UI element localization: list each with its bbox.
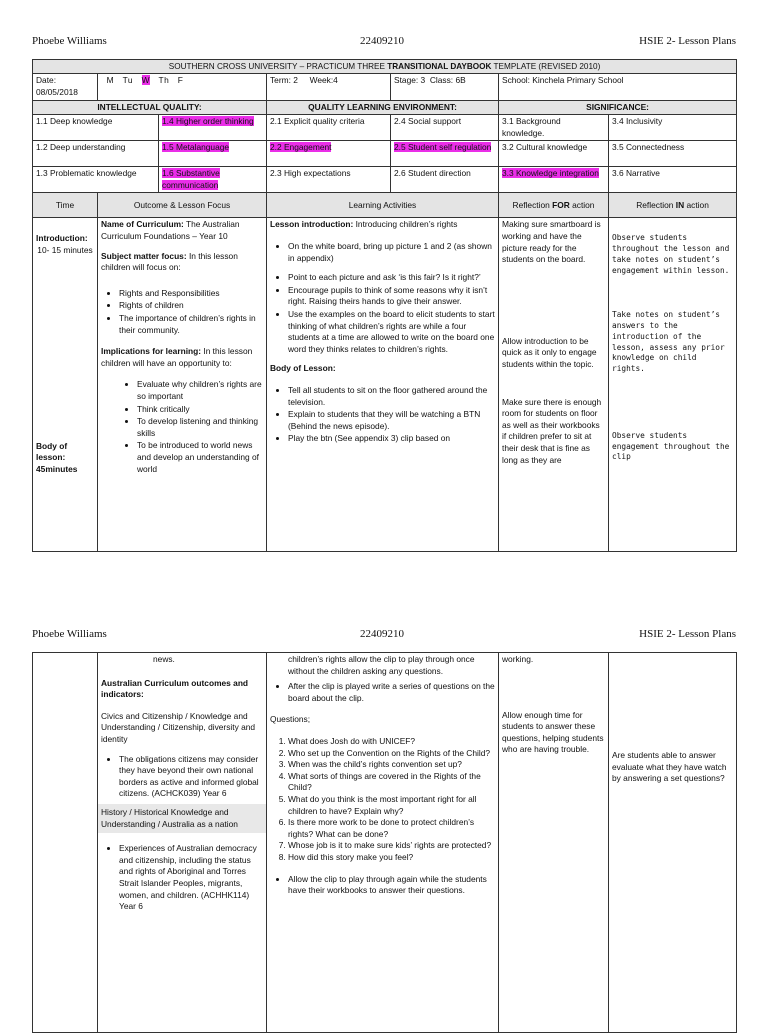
body-list: [270, 385, 495, 445]
civics-list: [101, 754, 263, 800]
element-3-3: 3.3 Knowledge integration: [499, 167, 609, 193]
student-id: 22409210: [360, 35, 404, 47]
element-3-5: 3.5 Connectedness: [609, 141, 737, 167]
questions-list: [270, 736, 495, 864]
element-1-4: 1.4 Higher order thinking: [159, 115, 267, 141]
focus-list: [101, 288, 263, 336]
list-item: • Use the examples on the board to elicit students to start thinking of what children’s rights are while a four students at a time are allowed to write on the board one word they thinks relates to children’s rights.: [288, 309, 495, 355]
time-column: [33, 218, 98, 552]
date-cell: Date: 08/05/2018: [33, 74, 98, 100]
stage-class-cell: Stage: 3 Class: 6B: [391, 74, 499, 100]
list-item: • After the clip is played write a series of questions on the board about the clip.: [288, 681, 495, 704]
daybook-table-page-2: [32, 652, 737, 1033]
activities-cont-list: [270, 654, 495, 677]
reflection-in-cell: [609, 218, 737, 552]
history-strand: History / Historical Knowledge and Understanding / Australia as a nation: [98, 804, 266, 833]
term-week-cell: Term: 2 Week:4: [267, 74, 391, 100]
list-item: • Play the btn (See appendix 3) clip based on: [288, 433, 495, 445]
course-title: HSIE 2- Lesson Plans: [639, 628, 736, 640]
activities-after-list: [270, 681, 495, 704]
element-2-4: 2.4 Social support: [391, 115, 499, 141]
element-3-2: 3.2 Cultural knowledge: [499, 141, 609, 167]
reflection-for-note: Make sure there is enough room for students on floor as well as their workbooks if children prefer to sit at their desk that is fine as long as they are: [502, 396, 602, 465]
list-item: • Allow the clip to play through again while the students have their workbooks to answer their questions.: [288, 874, 495, 897]
list-item: 5. What do you think is the most important right for all children to have? Explain why?: [288, 794, 495, 817]
element-2-2: 2.2 Engagement: [267, 141, 391, 167]
element-2-6: 2.6 Student direction: [391, 167, 499, 193]
reflection-for-note: Allow enough time for students to answer these questions, helping students who are having trouble.: [502, 709, 604, 755]
continued-text: news.: [153, 654, 175, 664]
time-column-cont: [33, 653, 98, 1033]
section-intellectual-quality: INTELLECTUAL QUALITY:: [33, 100, 267, 115]
learning-activities-cell-cont: [267, 653, 499, 1033]
element-2-1: 2.1 Explicit quality criteria: [267, 115, 391, 141]
outcome-focus-cell-cont: [98, 653, 267, 1033]
list-item: • To be introduced to world news and develop an understanding of world: [137, 440, 263, 475]
day-selector: M Tu W Th F: [98, 74, 267, 100]
element-1-2: 1.2 Deep understanding: [33, 141, 159, 167]
element-1-1: 1.1 Deep knowledge: [33, 115, 159, 141]
author-name: Phoebe Williams: [32, 35, 107, 47]
implications: Implications for learning: In this lesson children will have an opportunity to:: [101, 346, 253, 368]
element-1-5: 1.5 Metalanguage: [159, 141, 267, 167]
subject-focus: Subject matter focus: In this lesson children will focus on:: [101, 250, 238, 273]
element-1-6: 1.6 Substantive communication: [159, 167, 267, 193]
col-time: Time: [33, 193, 98, 218]
intro-list: [270, 241, 495, 355]
list-item: • To develop listening and thinking skills: [137, 416, 263, 439]
element-3-4: 3.4 Inclusivity: [609, 115, 737, 141]
list-item: • Explain to students that they will be watching a BTN (Behind the news episode).: [288, 409, 495, 432]
questions-label: Questions;: [270, 714, 311, 725]
list-item: • The obligations citizens may consider they have beyond their own national borders as active and informed global citizens. (ACHCK039) Year 6: [119, 754, 263, 800]
list-item: • Point to each picture and ask ‘is this fair? Is it right?’: [288, 272, 495, 284]
col-reflection-in: Reflection IN action: [609, 193, 737, 218]
list-item: • Think critically: [137, 404, 263, 416]
list-item: 4. What sorts of things are covered in the Rights of the Child?: [288, 771, 495, 794]
opportunities-list: [101, 379, 263, 475]
civics-strand: Civics and Citizenship / Knowledge and Understanding / Citizenship, diversity and identity: [101, 710, 256, 744]
time-body-label: Body of lesson:: [36, 440, 68, 463]
reflection-in-cell-cont: [609, 653, 737, 1033]
section-significance: SIGNIFICANCE:: [499, 100, 737, 115]
list-item: • On the white board, bring up picture 1 and 2 (as shown in appendix): [288, 241, 495, 264]
template-title: SOUTHERN CROSS UNIVERSITY – PRACTICUM THREE TRANSITIONAL DAYBOOK TEMPLATE (REVISED 2010): [33, 60, 737, 74]
daybook-table-page-1: [32, 59, 737, 552]
outcome-focus-cell: [98, 218, 267, 552]
activities-final-list: [270, 874, 495, 897]
element-3-1: 3.1 Background knowledge.: [499, 115, 609, 141]
element-2-3: 2.3 High expectations: [267, 167, 391, 193]
element-1-3: 1.3 Problematic knowledge: [33, 167, 159, 193]
author-name: Phoebe Williams: [32, 628, 107, 640]
learning-activities-cell: [267, 218, 499, 552]
section-quality-learning: QUALITY LEARNING ENVIRONMENT:: [267, 100, 499, 115]
reflection-for-note: working.: [502, 654, 534, 664]
body-of-lesson-label: Body of Lesson:: [270, 363, 336, 374]
reflection-for-note: Making sure smartboard is working and have the picture ready for the students on the board.: [502, 219, 601, 265]
list-item: 3. When was the child’s rights convention set up?: [288, 759, 495, 771]
lesson-introduction: Lesson introduction: Introducing children’s rights: [270, 219, 458, 230]
list-item: 1. What does Josh do with UNICEF?: [288, 736, 495, 748]
list-item: • The importance of children’s rights in their community.: [119, 313, 263, 336]
list-item: • Tell all students to sit on the floor gathered around the television.: [288, 385, 495, 408]
reflection-for-cell: [499, 218, 609, 552]
reflection-in-note: Observe students throughout the lesson and take notes on student’s engagement within lesson.: [612, 233, 730, 275]
list-item: • Evaluate why children’s rights are so important: [137, 379, 263, 402]
element-2-5: 2.5 Student self regulation: [391, 141, 499, 167]
reflection-for-cell-cont: [499, 653, 609, 1033]
time-intro-duration: 10- 15 minutes: [37, 245, 93, 256]
school-cell: School: Kinchela Primary School: [499, 74, 737, 100]
list-item: 6. Is there more work to be done to protect children’s rights? What can be done?: [288, 817, 495, 840]
element-3-6: 3.6 Narrative: [609, 167, 737, 193]
ac-outcomes-label: Australian Curriculum outcomes and indicators:: [101, 677, 249, 700]
col-reflection-for: Reflection FOR action: [499, 193, 609, 218]
list-item: children’s rights allow the clip to play through once without the children asking any questions.: [288, 654, 475, 676]
time-intro-label: Introduction:: [36, 233, 88, 244]
col-learning-activities: Learning Activities: [267, 193, 499, 218]
reflection-in-note: Take notes on student’s answers to the introduction of the lesson, assess any prior knowledge on child rights.: [612, 310, 725, 374]
time-body-duration: 45minutes: [36, 463, 78, 474]
student-id: 22409210: [360, 628, 404, 640]
list-item: • Experiences of Australian democracy and citizenship, including the status and rights of Aboriginal and Torres Strait Islander Peoples, migrants, women, and children. (ACHHK114) Year 6: [119, 843, 263, 913]
reflection-in-note: Observe students engagement throughout the clip: [612, 430, 730, 462]
list-item: 2. Who set up the Convention on the Rights of the Child?: [288, 748, 495, 760]
col-outcome-focus: Outcome & Lesson Focus: [98, 193, 267, 218]
history-list: [101, 843, 263, 913]
list-item: • Encourage pupils to think of some reasons why it isn’t right. Raising theirs hands to give their answer.: [288, 285, 495, 308]
reflection-for-note: Allow introduction to be quick as it only to engage students within the topic.: [502, 335, 597, 370]
course-title: HSIE 2- Lesson Plans: [639, 35, 736, 47]
list-item: • Rights of children: [119, 300, 263, 312]
list-item: 7. Whose job is it to make sure kids’ rights are protected?: [288, 840, 495, 852]
list-item: • Rights and Responsibilities: [119, 288, 263, 300]
list-item: 8. How did this story make you feel?: [288, 852, 495, 864]
reflection-in-note: Are students able to answer evaluate what they have watch by answering a set questions?: [612, 750, 727, 784]
selected-day: W: [141, 75, 150, 86]
curriculum-name: Name of Curriculum: The Australian Curriculum Foundations – Year 10: [101, 219, 240, 242]
